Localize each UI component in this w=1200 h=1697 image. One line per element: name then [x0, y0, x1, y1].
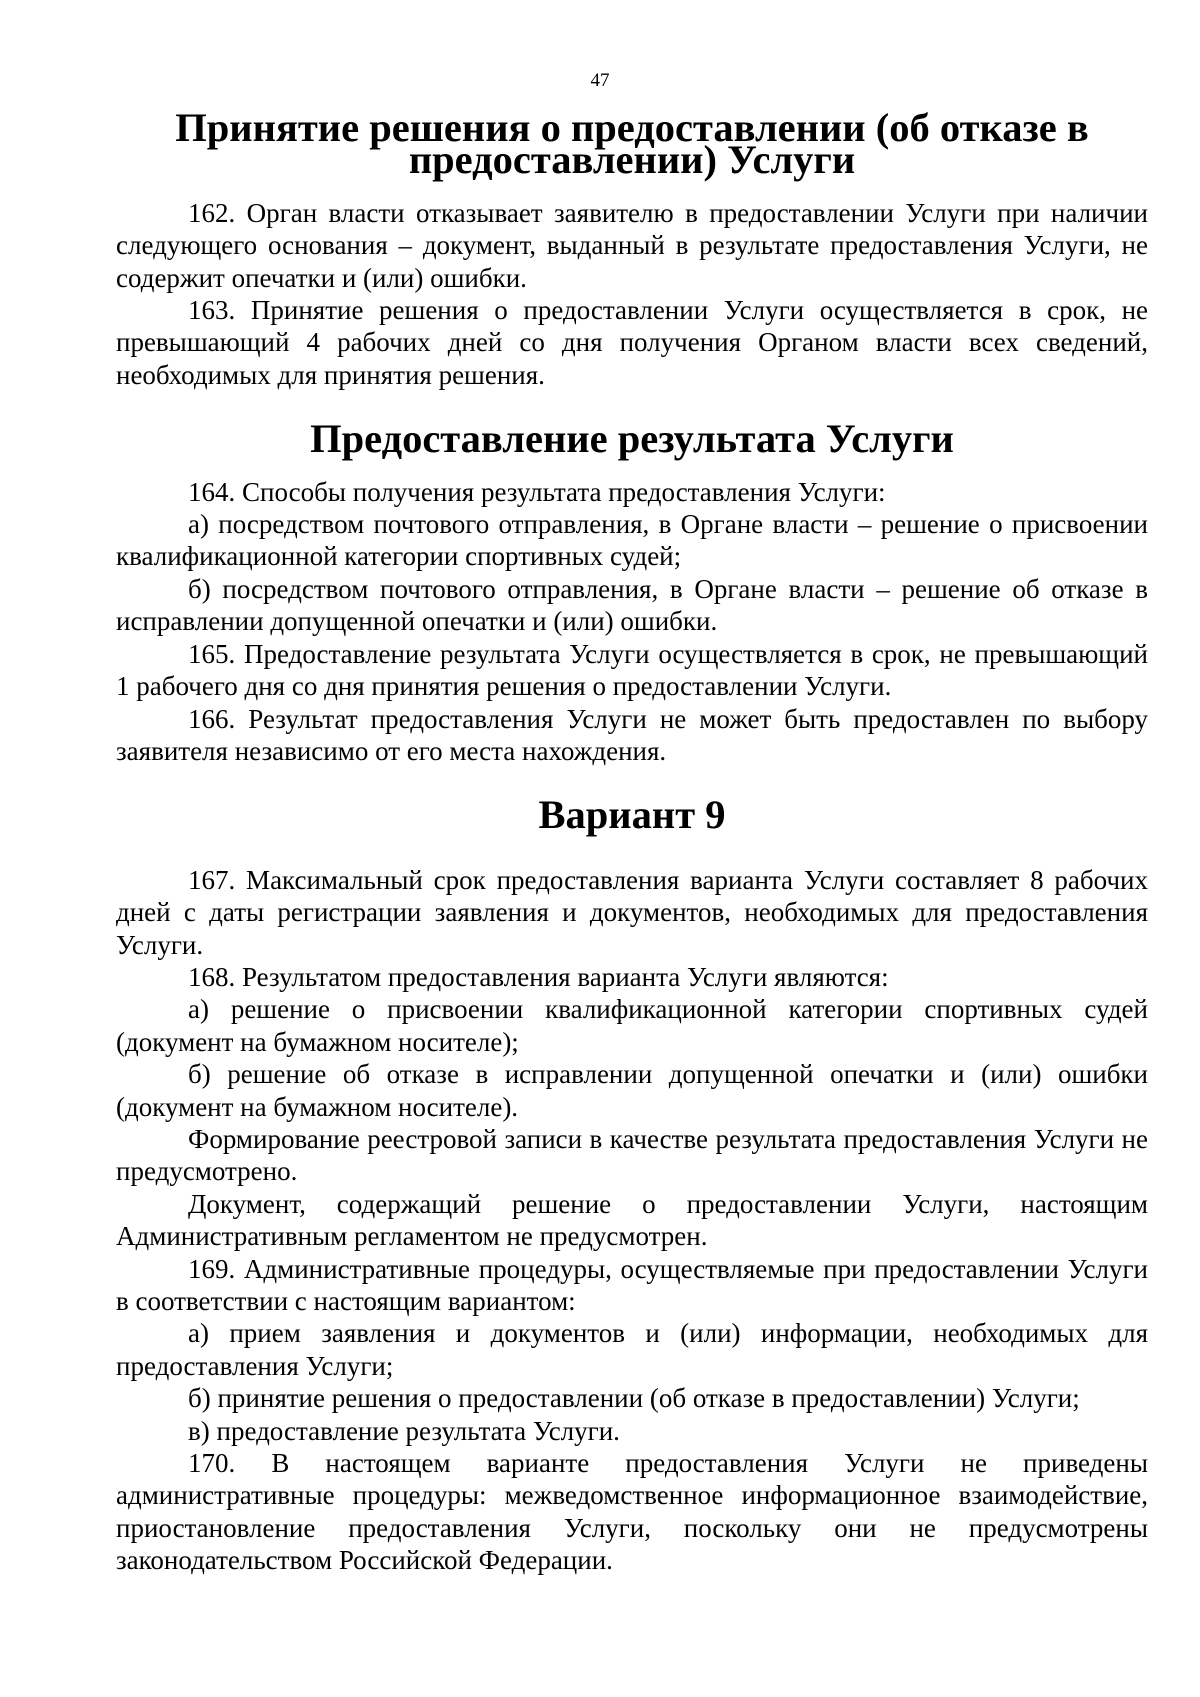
- paragraph-166: 166. Результат предоставления Услуги не может быть предоставлен по выбору заявителя независимо от его места нахождения.: [116, 703, 1148, 766]
- section-heading-result: Предоставление результата Услуги: [310, 416, 954, 462]
- paragraph-164-a: а) посредством почтового отправления, в Органе власти – решение о присвоении квалификационной категории спортивных судей;: [116, 509, 1148, 572]
- page-number: 47: [590, 70, 610, 91]
- section-heading-decision: Принятие решения о предоставлении (об отказе в предоставлении) Услуги: [175, 105, 1089, 183]
- paragraph-169-b: б) принятие решения о предоставлении (об отказе в предоставлении) Услуги;: [188, 1383, 1080, 1414]
- paragraph-168-b: б) решение об отказе в исправлении допущенной опечатки и (или) ошибки (документ на бумажном носителе).: [116, 1059, 1148, 1122]
- paragraph-decision-document: Документ, содержащий решение о предоставлении Услуги, настоящим Административным регламентом не предусмотрен.: [116, 1188, 1148, 1252]
- paragraph-163: 163. Принятие решения о предоставлении Услуги осуществляется в срок, не превышающий 4 рабочих дней со дня получения Органом власти всех сведений, необходимых для принятия решения.: [116, 295, 1148, 390]
- paragraph-162: 162. Орган власти отказывает заявителю в предоставлении Услуги при наличии следующего основания – документ, выданный в результате предоставления Услуги, не содержит опечатки и (или) ошибки.: [116, 197, 1148, 293]
- paragraph-164: 164. Способы получения результата предоставления Услуги:: [188, 476, 886, 507]
- paragraph-167: 167. Максимальный срок предоставления варианта Услуги составляет 8 рабочих дней с даты регистрации заявления и документов, необходимых для предоставления Услуги.: [116, 864, 1148, 960]
- paragraph-165: 165. Предоставление результата Услуги осуществляется в срок, не превышающий 1 рабочего дня со дня принятия решения о предоставлении Услуги.: [116, 638, 1148, 702]
- paragraph-170: 170. В настоящем варианте предоставления Услуги не приведены административные процедуры: межведомственное информационное взаимодействие, приостановление предоставления Услуги, поскольку они не предусмотрены законодательством Российской Федерации.: [116, 1448, 1148, 1576]
- paragraph-168-a: а) решение о присвоении квалификационной категории спортивных судей (документ на бумажном носителе);: [116, 994, 1148, 1057]
- document-body: [116, 105, 1148, 1577]
- paragraph-169: 169. Административные процедуры, осуществляемые при предоставлении Услуги в соответствии с настоящим вариантом:: [116, 1253, 1148, 1316]
- paragraph-169-a: а) прием заявления и документов и (или) информации, необходимых для предоставления Услуги;: [116, 1318, 1148, 1381]
- paragraph-168: 168. Результатом предоставления варианта Услуги являются:: [188, 961, 889, 992]
- paragraph-164-b: б) посредством почтового отправления, в Органе власти – решение об отказе в исправлении допущенной опечатки и (или) ошибки.: [116, 573, 1148, 637]
- paragraph-registry-record: Формирование реестровой записи в качестве результата предоставления Услуги не предусмотрено.: [116, 1123, 1148, 1187]
- paragraph-169-c: в) предоставление результата Услуги.: [188, 1415, 620, 1446]
- section-heading-variant-9: Вариант 9: [538, 792, 726, 838]
